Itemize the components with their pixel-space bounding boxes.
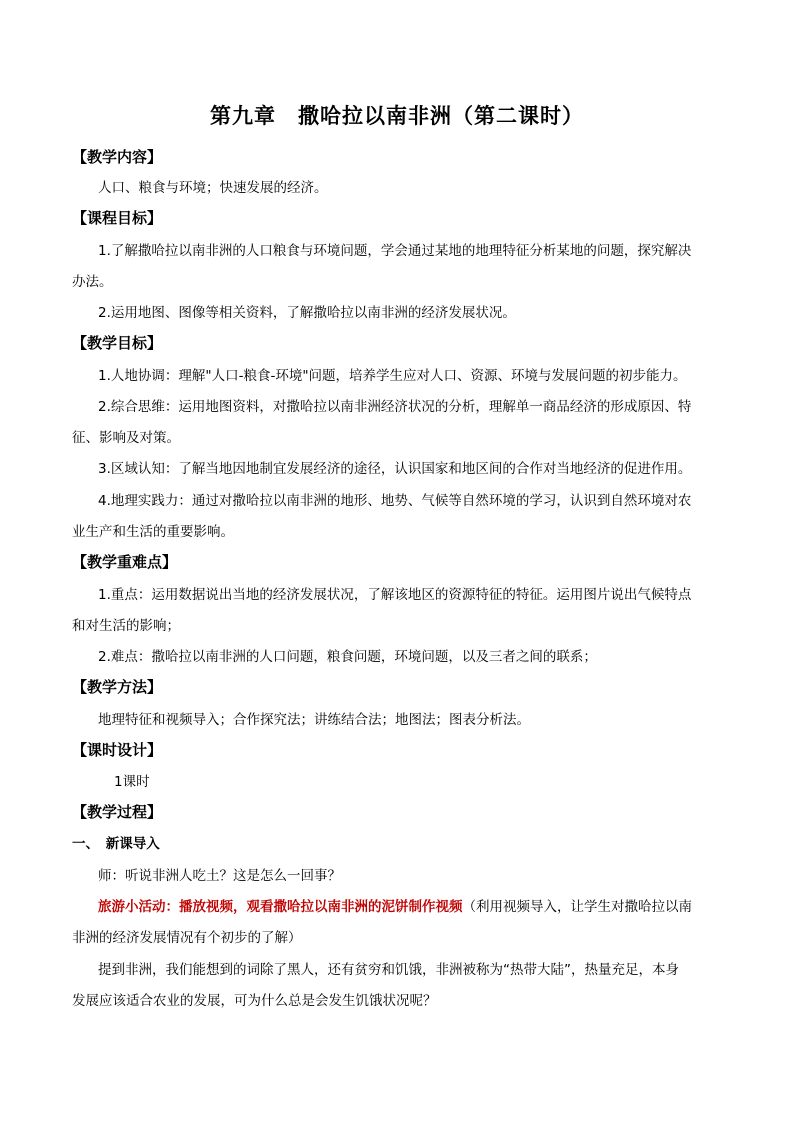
- activity-note: （利用视频导入，让学生对撒哈拉以南: [462, 899, 692, 915]
- activity-line-cont: 非洲的经济发展情况有个初步的了解）: [72, 930, 302, 946]
- key-item-2: 2.难点：撒哈拉以南非洲的人口问题，粮食问题，环境问题，以及三者之间的联系；: [98, 649, 597, 665]
- goal-item-2: 2.综合思维：运用地图资料，对撒哈拉以南非洲经济状况的分析，理解单一商品经济的形成原因、特: [98, 399, 692, 415]
- process-heading: 【教学过程】: [72, 803, 163, 821]
- goal-item-4: 4.地理实践力：通过对撒哈拉以南非洲的地形、地势、气候等自然环境的学习，认识到自然环境对农: [98, 493, 692, 509]
- paragraph-1-cont: 发展应该适合农业的发展，可为什么总是会发生饥饿状况呢？: [72, 993, 437, 1009]
- goal-item-2-cont: 征、影响及对策。: [72, 430, 180, 446]
- key-item-1-cont: 和对生活的影响；: [72, 618, 180, 634]
- goal-item-1: 1.人地协调：理解"人口-粮食-环境"问题，培养学生应对人口、资源、环境与发展问题的初步能力。: [98, 368, 687, 384]
- process-subheading: 一、 新课导入: [72, 836, 160, 852]
- key-heading: 【教学重难点】: [72, 553, 178, 571]
- course-item-1: 1.了解撒哈拉以南非洲的人口粮食与环境问题，学会通过某地的地理特征分析某地的问题，探究解决: [98, 243, 692, 259]
- content-text: 人口、粮食与环境；快速发展的经济。: [98, 180, 328, 196]
- paragraph-1: 提到非洲，我们能想到的词除了黑人，还有贫穷和饥饿，非洲被称为“热带大陆”，热量充足，本身: [98, 962, 679, 978]
- process-question: 师：听说非洲人吃土？这是怎么一回事？: [98, 868, 341, 884]
- goal-heading: 【教学目标】: [72, 334, 163, 352]
- course-item-1-cont: 办法。: [72, 274, 113, 290]
- method-heading: 【教学方法】: [72, 678, 163, 696]
- hours-text: 1课时: [114, 774, 150, 790]
- course-item-2: 2.运用地图、图像等相关资料，了解撒哈拉以南非洲的经济发展状况。: [98, 305, 516, 321]
- activity-line: [98, 895, 758, 915]
- page-title: 第九章 撒哈拉以南非洲（第二课时）: [210, 104, 584, 128]
- activity-highlight: 旅游小活动：播放视频，观看撒哈拉以南非洲的泥饼制作视频: [98, 899, 463, 915]
- course-heading: 【课程目标】: [72, 209, 163, 227]
- method-text: 地理特征和视频导入；合作探究法；讲练结合法；地图法；图表分析法。: [98, 712, 530, 728]
- content-heading: 【教学内容】: [72, 148, 163, 166]
- goal-item-4-cont: 业生产和生活的重要影响。: [72, 524, 234, 540]
- key-item-1: 1.重点：运用数据说出当地的经济发展状况，了解该地区的资源特征的特征。运用图片说出气候特点: [98, 587, 692, 603]
- goal-item-3: 3.区域认知：了解当地因地制宜发展经济的途径，认识国家和地区间的合作对当地经济的促进作用。: [98, 461, 692, 477]
- hours-heading: 【课时设计】: [72, 741, 163, 759]
